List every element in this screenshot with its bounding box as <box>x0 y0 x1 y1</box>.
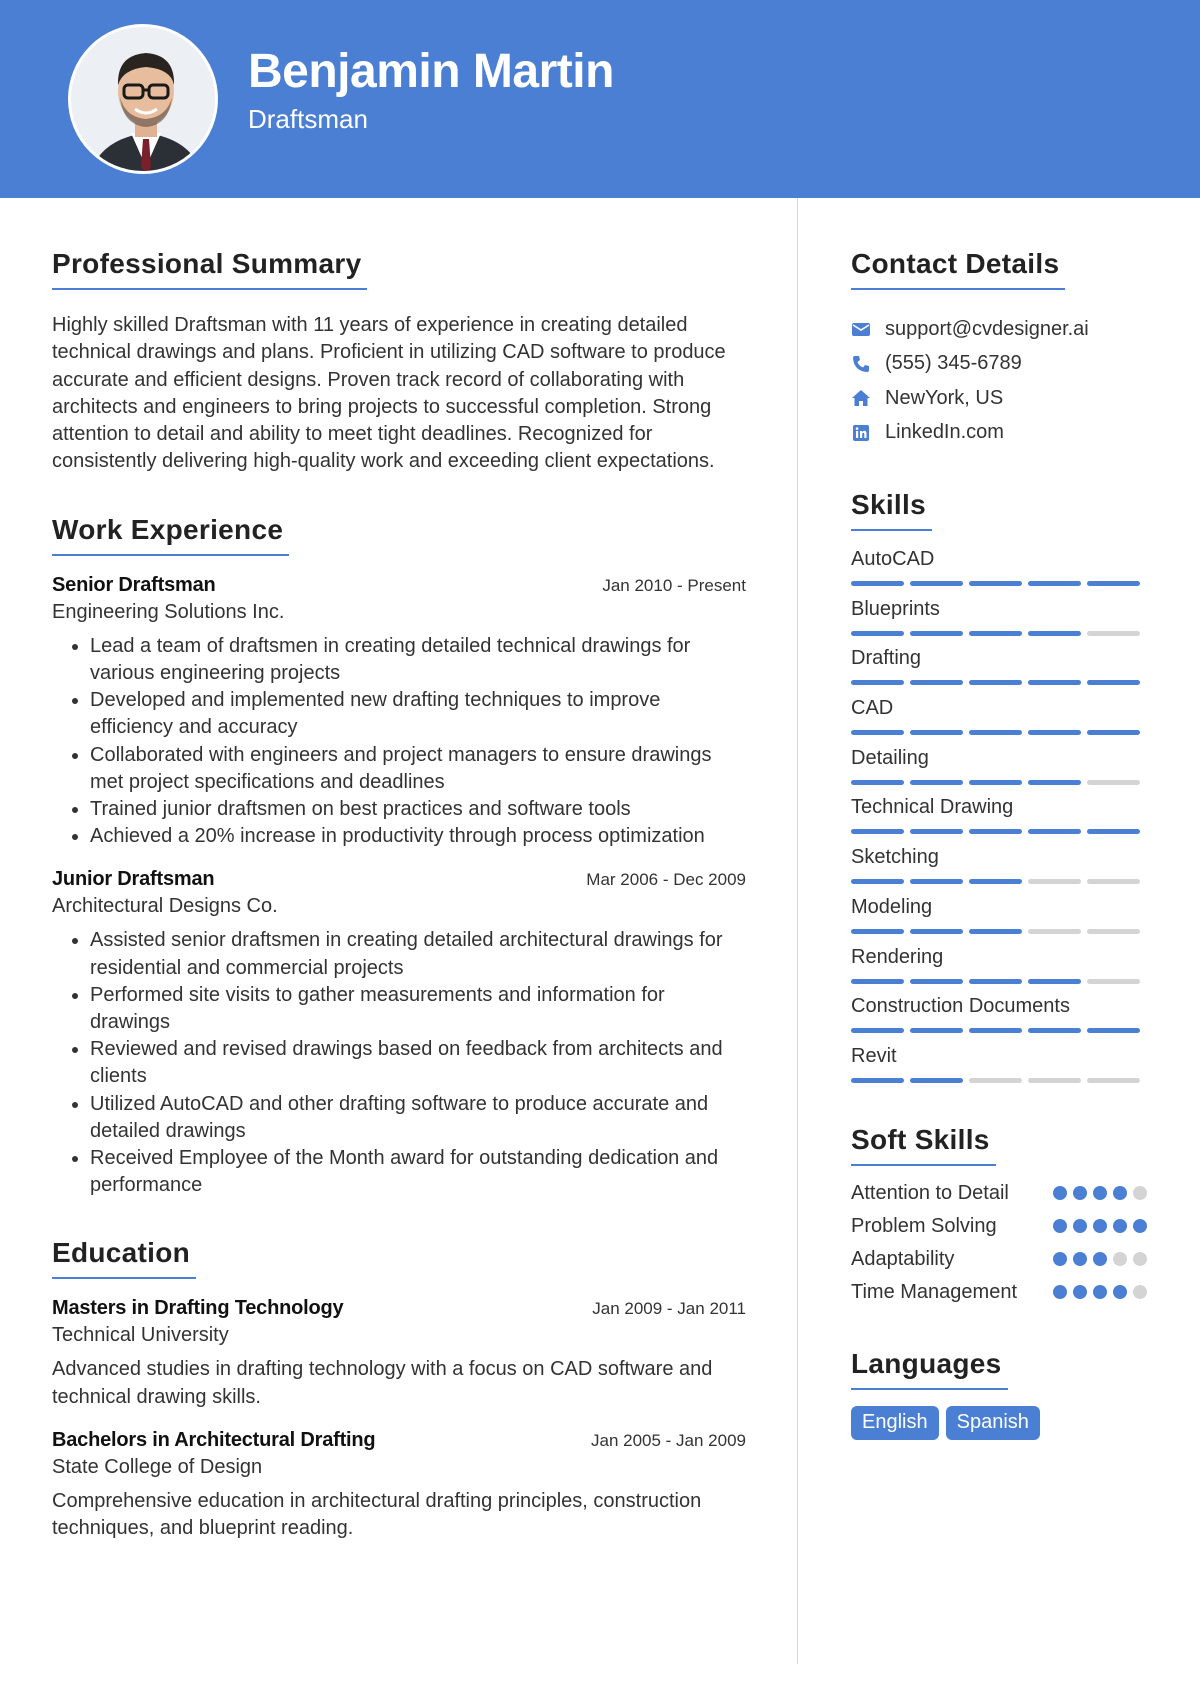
job-bullet: • Received Employee of the Month award for outstanding dedication and performance <box>90 1145 746 1199</box>
sidebar-column <box>851 248 1147 1440</box>
skill-level-bars <box>851 1028 1147 1033</box>
rating-dot-filled <box>1113 1219 1127 1233</box>
skills-list <box>851 547 1147 1094</box>
contact-linkedin-text: LinkedIn.com <box>885 421 1004 444</box>
skill-name: AutoCAD <box>851 548 935 570</box>
skill-bar-filled <box>910 929 963 934</box>
education-section <box>52 1237 746 1542</box>
job-entry <box>52 574 746 851</box>
skill-bar-filled <box>1028 979 1081 984</box>
skill-bar-filled <box>969 829 1022 834</box>
soft-skills-section <box>851 1124 1147 1306</box>
job-company: Architectural Designs Co. <box>52 895 278 918</box>
skill-bar-filled <box>910 581 963 586</box>
soft-skill-item <box>851 1246 1147 1273</box>
candidate-title: Draftsman <box>248 104 368 134</box>
skill-bar-filled <box>1087 730 1140 735</box>
job-bullet: • Achieved a 20% increase in productivity through process optimization <box>90 823 746 850</box>
summary-section <box>52 248 746 476</box>
skill-level-bars <box>851 631 1147 636</box>
contact-linkedin[interactable] <box>851 416 1147 451</box>
education-entry <box>52 1297 746 1410</box>
rating-dot-filled <box>1093 1252 1107 1266</box>
skill-bar-filled <box>910 730 963 735</box>
job-company: Engineering Solutions Inc. <box>52 600 285 623</box>
skill-bar-filled <box>1028 581 1081 586</box>
summary-text: Highly skilled Draftsman with 11 years of experience in creating detailed technical drawings and plans. Proficient in utilizing CAD software to produce accurate and efficient designs. Proven track record of collaborating with architects and engineers to bring projects to successful completion. Strong attention to detail and ability to meet tight deadlines. Recognized for consistently delivering high-quality work and exceeding client expectations. <box>52 314 726 473</box>
rating-dot-filled <box>1053 1219 1067 1233</box>
education-degree: Masters in Drafting Technology <box>52 1297 344 1320</box>
skill-bar-filled <box>851 829 904 834</box>
skill-bar-filled <box>910 680 963 685</box>
skill-item <box>851 945 1147 995</box>
education-dates: Jan 2009 - Jan 2011 <box>592 1299 746 1319</box>
soft-skill-name: Adaptability <box>851 1247 955 1270</box>
skill-item <box>851 895 1147 945</box>
candidate-name: Benjamin Martin <box>248 45 614 98</box>
skill-bar-filled <box>851 780 904 785</box>
languages-heading: Languages <box>851 1348 1008 1390</box>
column-divider <box>797 198 798 1664</box>
skill-bar-empty <box>1028 879 1081 884</box>
rating-dot-empty <box>1133 1186 1147 1200</box>
skill-bar-filled <box>851 1078 904 1083</box>
rating-dot-filled <box>1113 1285 1127 1299</box>
skill-bar-empty <box>1087 979 1140 984</box>
skill-level-bars <box>851 979 1147 984</box>
education-heading: Education <box>52 1237 196 1279</box>
rating-dot-filled <box>1053 1252 1067 1266</box>
job-dates: Jan 2010 - Present <box>602 575 746 595</box>
rating-dot-filled <box>1093 1186 1107 1200</box>
skill-bar-filled <box>910 780 963 785</box>
skill-bar-filled <box>969 1028 1022 1033</box>
rating-dot-empty <box>1133 1252 1147 1266</box>
skill-bar-filled <box>1087 680 1140 685</box>
skill-level-bars <box>851 929 1147 934</box>
skill-level-bars <box>851 879 1147 884</box>
contact-section <box>851 248 1147 450</box>
skill-bar-filled <box>851 979 904 984</box>
skill-bar-filled <box>969 979 1022 984</box>
phone-icon <box>851 354 871 374</box>
contact-phone[interactable] <box>851 347 1147 382</box>
job-bullet: • Performed site visits to gather measurements and information for drawings <box>90 982 746 1036</box>
skill-bar-filled <box>910 879 963 884</box>
skill-bar-empty <box>1028 1078 1081 1083</box>
skill-level-bars <box>851 680 1147 685</box>
skill-name: Detailing <box>851 746 929 769</box>
job-bullets <box>52 633 746 851</box>
skill-bar-empty <box>969 1078 1022 1083</box>
job-bullet: • Collaborated with engineers and project managers to ensure drawings met project specifications and deadlines <box>90 742 746 796</box>
soft-skill-level-dots <box>1053 1252 1147 1266</box>
job-dates: Mar 2006 - Dec 2009 <box>586 870 746 890</box>
rating-dot-filled <box>1073 1252 1087 1266</box>
job-bullet: • Developed and implemented new drafting techniques to improve efficiency and accuracy <box>90 687 746 741</box>
skill-bar-filled <box>1028 1028 1081 1033</box>
job-bullet: • Assisted senior draftsmen in creating detailed architectural drawings for residential and commercial projects <box>90 927 746 981</box>
skill-name: Sketching <box>851 846 939 869</box>
summary-heading: Professional Summary <box>52 248 367 290</box>
skill-bar-filled <box>1028 730 1081 735</box>
job-bullet: • Trained junior draftsmen on best practices and software tools <box>90 796 746 823</box>
job-role: Junior Draftsman <box>52 868 215 891</box>
soft-skill-item <box>851 1180 1147 1207</box>
soft-skill-name: Problem Solving <box>851 1214 997 1237</box>
avatar <box>68 24 218 174</box>
home-icon <box>851 388 871 408</box>
skill-bar-filled <box>1087 1028 1140 1033</box>
skill-name: Revit <box>851 1044 897 1067</box>
skill-bar-filled <box>969 680 1022 685</box>
job-bullets <box>52 927 746 1199</box>
skill-item <box>851 746 1147 796</box>
skill-bar-filled <box>1028 680 1081 685</box>
job-entry <box>52 868 746 1199</box>
soft-skill-name: Attention to Detail <box>851 1181 1009 1204</box>
skill-bar-filled <box>851 680 904 685</box>
skill-item <box>851 845 1147 895</box>
skill-bar-filled <box>851 631 904 636</box>
contact-email-text: support@cvdesigner.ai <box>885 317 1089 340</box>
language-tag: English <box>851 1406 939 1440</box>
education-school: Technical University <box>52 1324 229 1347</box>
education-school: State College of Design <box>52 1455 263 1478</box>
contact-heading: Contact Details <box>851 248 1065 290</box>
soft-skill-item <box>851 1279 1147 1306</box>
skill-bar-filled <box>851 879 904 884</box>
rating-dot-filled <box>1073 1219 1087 1233</box>
skill-bar-filled <box>910 829 963 834</box>
skill-bar-filled <box>1028 829 1081 834</box>
skills-section <box>851 489 1147 1094</box>
rating-dot-filled <box>1093 1219 1107 1233</box>
skill-name: Drafting <box>851 647 922 670</box>
education-dates: Jan 2005 - Jan 2009 <box>590 1430 746 1450</box>
skill-bar-empty <box>1087 631 1140 636</box>
skill-bar-filled <box>851 581 904 586</box>
envelope-icon <box>851 319 871 339</box>
soft-skills-heading: Soft Skills <box>851 1124 996 1166</box>
languages-list <box>851 1406 1147 1440</box>
skill-item <box>851 795 1147 845</box>
skill-level-bars <box>851 730 1147 735</box>
skill-bar-filled <box>851 929 904 934</box>
education-description: Comprehensive education in architectural drafting principles, construction techniques, and blueprint reading. <box>52 1489 702 1540</box>
skill-bar-filled <box>851 1028 904 1033</box>
skill-name: Technical Drawing <box>851 796 1014 819</box>
rating-dot-empty <box>1133 1285 1147 1299</box>
skill-level-bars <box>851 1078 1147 1083</box>
rating-dot-empty <box>1113 1252 1127 1266</box>
rating-dot-filled <box>1073 1285 1087 1299</box>
skill-bar-empty <box>1087 780 1140 785</box>
skill-bar-filled <box>969 780 1022 785</box>
education-degree: Bachelors in Architectural Drafting <box>52 1428 376 1451</box>
skill-item <box>851 696 1147 746</box>
contact-location <box>851 381 1147 416</box>
skill-level-bars <box>851 780 1147 785</box>
job-bullet: • Reviewed and revised drawings based on feedback from architects and clients <box>90 1036 746 1090</box>
skill-bar-filled <box>969 730 1022 735</box>
soft-skill-name: Time Management <box>851 1280 1017 1303</box>
skill-name: CAD <box>851 697 894 720</box>
skill-level-bars <box>851 581 1147 586</box>
contact-phone-text: (555) 345-6789 <box>885 352 1022 375</box>
language-tag: Spanish <box>946 1406 1040 1440</box>
skill-bar-filled <box>910 631 963 636</box>
education-entry <box>52 1429 746 1542</box>
skill-item <box>851 646 1147 696</box>
skill-bar-filled <box>969 581 1022 586</box>
skill-item <box>851 994 1147 1044</box>
soft-skills-list <box>851 1180 1147 1306</box>
skill-bar-filled <box>910 1028 963 1033</box>
linkedin-icon <box>851 423 871 443</box>
soft-skill-level-dots <box>1053 1219 1147 1233</box>
skill-bar-filled <box>969 929 1022 934</box>
skills-heading: Skills <box>851 489 932 531</box>
skill-name: Rendering <box>851 945 944 968</box>
skill-name: Construction Documents <box>851 995 1070 1018</box>
skill-bar-empty <box>1087 879 1140 884</box>
main-column <box>52 248 746 1542</box>
skill-item <box>851 1044 1147 1094</box>
rating-dot-filled <box>1053 1186 1067 1200</box>
skill-bar-filled <box>1028 780 1081 785</box>
job-bullet: • Lead a team of draftsmen in creating detailed technical drawings for various engineering projects <box>90 633 746 687</box>
skill-bar-filled <box>969 879 1022 884</box>
skill-level-bars <box>851 829 1147 834</box>
skill-item <box>851 547 1147 597</box>
skill-name: Modeling <box>851 895 933 918</box>
header-banner <box>0 0 1200 198</box>
contact-email[interactable] <box>851 312 1147 347</box>
skill-bar-filled <box>910 1078 963 1083</box>
skill-bar-filled <box>1087 829 1140 834</box>
skill-bar-filled <box>910 979 963 984</box>
skill-bar-filled <box>851 730 904 735</box>
contact-location-text: NewYork, US <box>885 386 1004 409</box>
experience-section <box>52 514 746 1200</box>
skill-bar-empty <box>1087 1078 1140 1083</box>
skill-bar-filled <box>969 631 1022 636</box>
job-role: Senior Draftsman <box>52 573 216 596</box>
skill-item <box>851 597 1147 647</box>
soft-skill-level-dots <box>1053 1186 1147 1200</box>
soft-skill-item <box>851 1213 1147 1240</box>
skill-bar-filled <box>1087 581 1140 586</box>
soft-skill-level-dots <box>1053 1285 1147 1299</box>
rating-dot-filled <box>1053 1285 1067 1299</box>
person-photo-icon <box>71 27 218 174</box>
skill-name: Blueprints <box>851 597 940 620</box>
rating-dot-filled <box>1133 1219 1147 1233</box>
job-bullet: • Utilized AutoCAD and other drafting software to produce accurate and detailed drawings <box>90 1091 746 1145</box>
skill-bar-filled <box>1028 631 1081 636</box>
rating-dot-filled <box>1093 1285 1107 1299</box>
skill-bar-empty <box>1087 929 1140 934</box>
rating-dot-filled <box>1073 1186 1087 1200</box>
languages-section <box>851 1348 1147 1440</box>
education-description: Advanced studies in drafting technology with a focus on CAD software and technical drawing skills. <box>52 1358 713 1408</box>
skill-bar-empty <box>1028 929 1081 934</box>
experience-heading: Work Experience <box>52 514 289 556</box>
rating-dot-filled <box>1113 1186 1127 1200</box>
